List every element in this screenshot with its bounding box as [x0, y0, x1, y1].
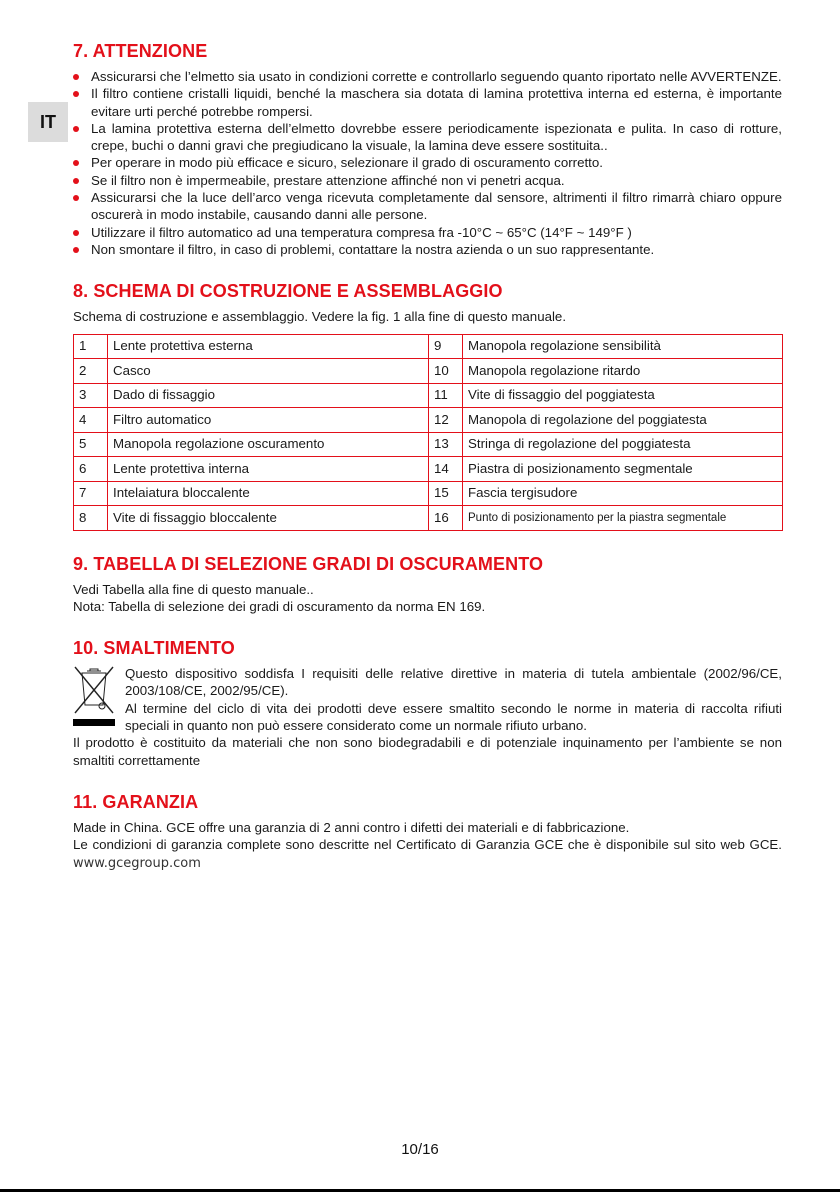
bullet-dot-icon	[73, 178, 79, 184]
part-label: Vite di fissaggio del poggiatesta	[463, 383, 783, 408]
part-label: Punto di posizionamento per la piastra segmentale	[463, 506, 783, 531]
table-row	[74, 432, 783, 457]
warning-text: Assicurarsi che l’elmetto sia usato in condizioni corrette e controllarlo seguendo quanto riportato nelle AVVERTENZE.	[91, 69, 782, 84]
section-tabella	[73, 553, 782, 616]
garanzia-line1: Made in China. GCE offre una garanzia di 2 anni contro i difetti dei materiali e di fabbricazione.	[73, 819, 630, 835]
disposal-para3: Il prodotto è costituito da materiali che non sono biodegradabili e di potenziale inquinamento per l’ambiente se non smaltiti correttamente	[73, 735, 782, 768]
tabella-note: Nota: Tabella di selezione dei gradi di oscuramento da norma EN 169.	[73, 598, 486, 614]
section-garanzia	[73, 791, 782, 872]
part-number: 9	[429, 334, 463, 359]
part-number: 8	[74, 506, 108, 531]
garanzia-line2-text: Le condizioni di garanzia complete sono descritte nel Certificato di Garanzia GCE che è disponibile sul sito web GCE.	[73, 837, 782, 853]
part-number: 3	[74, 383, 108, 408]
section-smaltimento	[73, 637, 782, 769]
disposal-block	[73, 665, 782, 769]
part-number: 14	[429, 457, 463, 482]
bullet-dot-icon	[73, 247, 79, 253]
warning-text: Utilizzare il filtro automatico ad una temperatura compresa fra -10°C ~ 65°C (14°F ~ 149°F )	[91, 224, 632, 240]
garanzia-line2	[73, 836, 782, 872]
part-number: 6	[74, 457, 108, 482]
table-row	[74, 383, 783, 408]
warning-text: Se il filtro non è impermeabile, prestare attenzione affinché non vi penetri acqua.	[91, 172, 565, 188]
warning-text: La lamina protettiva esterna dell’elmetto dovrebbe essere periodicamente ispezionata e pulita. In caso di rotture, crepe, buchi o danni gravi che pregiudicano la visuale, la lamina deve essere sostituita..	[91, 120, 782, 154]
part-number: 2	[74, 359, 108, 384]
bullet-dot-icon	[73, 160, 79, 166]
part-number: 13	[429, 432, 463, 457]
section-schema	[73, 280, 782, 530]
warning-item	[73, 68, 782, 85]
warning-item	[73, 85, 782, 120]
part-label: Dado di fissaggio	[108, 383, 429, 408]
table-row	[74, 481, 783, 506]
parts-table	[73, 334, 783, 531]
part-label: Casco	[108, 359, 429, 384]
part-number: 10	[429, 359, 463, 384]
part-label: Manopola regolazione oscuramento	[108, 432, 429, 457]
bullet-dot-icon	[73, 126, 79, 132]
warning-item	[73, 241, 782, 258]
section-attenzione	[73, 40, 782, 258]
part-label: Fascia tergisudore	[463, 481, 783, 506]
part-label: Lente protettiva esterna	[108, 334, 429, 359]
bullet-dot-icon	[73, 91, 79, 97]
part-number: 15	[429, 481, 463, 506]
part-number: 1	[74, 334, 108, 359]
warning-text: Non smontare il filtro, in caso di problemi, contattare la nostra azienda o un suo rappresentante.	[91, 241, 655, 257]
warning-text: Per operare in modo più efficace e sicuro, selezionare il grado di oscuramento corretto.	[91, 155, 603, 171]
website-link[interactable]: www.gcegroup.com	[73, 855, 201, 871]
warning-item	[73, 120, 782, 155]
part-label: Filtro automatico	[108, 408, 429, 433]
section-title: 11. GARANZIA	[73, 791, 199, 812]
part-number: 12	[429, 408, 463, 433]
warning-item	[73, 154, 782, 171]
part-label: Vite di fissaggio bloccalente	[108, 506, 429, 531]
part-number: 16	[429, 506, 463, 531]
part-label: Manopola di regolazione del poggiatesta	[463, 408, 783, 433]
part-label: Intelaiatura bloccalente	[108, 481, 429, 506]
page-number: 10/16	[401, 1141, 439, 1158]
warning-item	[73, 172, 782, 189]
warning-text: Assicurarsi che la luce dell’arco venga ricevuta completamente dal sensore, altrimenti il filtro rimarrà chiaro oppure oscurerà in modo instabile, causando danni alle persone.	[91, 190, 782, 223]
warning-text: Il filtro contiene cristalli liquidi, benché la maschera sia dotata di lamina protettiva interna ed esterna, è importante evitare urti perché potrebbe rompersi.	[91, 86, 782, 119]
section-intro: Schema di costruzione e assemblaggio. Vedere la fig. 1 alla fine di questo manuale.	[73, 309, 567, 325]
crossed-out-wheelie-bin-icon	[73, 665, 115, 727]
section-title: 9. TABELLA DI SELEZIONE GRADI DI OSCURAMENTO	[73, 553, 544, 574]
table-row	[74, 506, 783, 531]
warning-list	[73, 68, 782, 258]
table-row	[74, 334, 783, 359]
disposal-para1: Questo dispositivo soddisfa I requisiti delle relative direttive in materia di tutela ambientale (2002/96/CE, 2003/108/CE, 2002/95/CE).	[125, 666, 782, 699]
part-number: 7	[74, 481, 108, 506]
part-number: 11	[429, 383, 463, 408]
table-row	[74, 408, 783, 433]
section-title: 10. SMALTIMENTO	[73, 638, 235, 659]
table-row	[74, 457, 783, 482]
warning-item	[73, 224, 782, 241]
tabella-line: Vedi Tabella alla fine di questo manuale..	[73, 581, 314, 597]
part-label: Manopola regolazione sensibilità	[463, 334, 783, 359]
bullet-dot-icon	[73, 74, 79, 80]
part-number: 4	[74, 408, 108, 433]
part-number: 5	[74, 432, 108, 457]
bullet-dot-icon	[73, 195, 79, 201]
part-label: Piastra di posizionamento segmentale	[463, 457, 783, 482]
part-label: Manopola regolazione ritardo	[463, 359, 783, 384]
disposal-para2: Al termine del ciclo di vita dei prodotti deve essere smaltito secondo le norme in materia di raccolta rifiuti speciali in quanto non può essere considerato come un normale rifiuto urbano.	[125, 700, 782, 734]
warning-item	[73, 189, 782, 224]
bullet-dot-icon	[73, 230, 79, 236]
page-content	[73, 40, 782, 872]
language-tab: IT	[28, 102, 68, 142]
table-row	[74, 359, 783, 384]
section-title: 8. SCHEMA DI COSTRUZIONE E ASSEMBLAGGIO	[73, 281, 503, 302]
section-title: 7. ATTENZIONE	[73, 41, 208, 61]
part-label: Stringa di regolazione del poggiatesta	[463, 432, 783, 457]
part-label: Lente protettiva interna	[108, 457, 429, 482]
